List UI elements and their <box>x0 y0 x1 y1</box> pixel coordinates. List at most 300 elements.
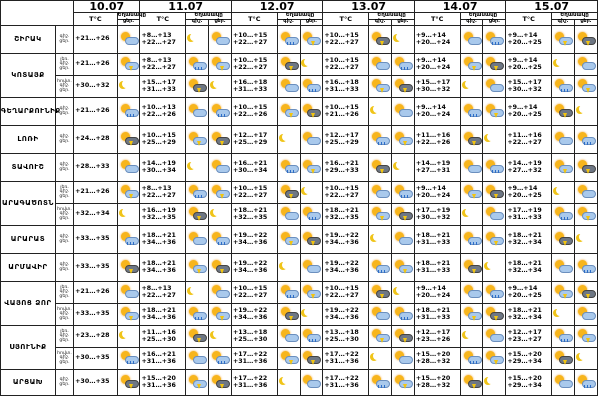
sun-cloud-icon <box>485 207 503 221</box>
temp-night-value: +18…+21 <box>141 307 176 315</box>
row-label <box>55 226 73 254</box>
lightning-shape <box>586 338 590 343</box>
weather-day-cell <box>391 98 414 126</box>
temp-night-value: +18…+21 <box>507 260 542 268</box>
weather-day-cell <box>209 98 232 126</box>
weather-night-cell <box>552 54 575 76</box>
temp-night-value: +10…+15 <box>324 285 359 293</box>
temp-night-value: +9…+14 <box>415 285 446 293</box>
moon-icon <box>394 32 412 46</box>
weather-day-cell <box>209 370 232 396</box>
region-row <box>1 226 598 254</box>
cloud-shape <box>307 137 321 145</box>
lightning-shape <box>403 384 407 389</box>
temp-night-value: +18…+21 <box>415 307 451 315</box>
weather-night-cell <box>369 304 392 326</box>
region-row <box>1 370 598 396</box>
temp-cell <box>140 154 186 182</box>
temp-cell <box>231 154 277 182</box>
lightning-shape <box>472 194 476 199</box>
weather-day-cell <box>300 326 323 348</box>
temp-day-value: +34…+36 <box>232 266 268 274</box>
temp-cell <box>506 226 552 254</box>
sun-storm-icon <box>280 351 298 365</box>
rain-shape <box>287 170 295 173</box>
weather-day-cell <box>391 370 414 396</box>
weather-night-cell <box>552 26 575 54</box>
weather-day-cell <box>391 226 414 254</box>
temp-day-value: +28…+33 <box>75 163 110 171</box>
temp-cell <box>140 204 186 226</box>
sun-rain-icon <box>554 207 572 221</box>
rain-shape <box>401 317 409 320</box>
row-label <box>55 126 73 154</box>
weather-day-cell <box>300 54 323 76</box>
row-label <box>55 254 73 282</box>
cloud-shape <box>193 237 207 245</box>
sun-rain-icon <box>371 375 389 389</box>
row-label <box>55 182 73 204</box>
storm-cloud-icon <box>188 329 206 343</box>
moon-icon <box>371 351 389 365</box>
sun-rain-icon <box>485 160 503 174</box>
sun-cloud-icon <box>554 132 572 146</box>
row-label <box>55 204 73 226</box>
weather-night-cell <box>460 26 483 54</box>
temp-night-value: +18…+21 <box>324 207 359 215</box>
weather-night-cell <box>277 76 300 98</box>
weather-header: Եղանակը <box>369 13 415 20</box>
storm-cloud-icon <box>463 132 481 146</box>
temp-cell <box>140 98 186 126</box>
weather-night-cell <box>552 304 575 326</box>
rain-shape <box>127 361 135 364</box>
weather-night-cell <box>186 182 209 204</box>
temp-night-value: +9…+14 <box>415 32 446 40</box>
moon-shape <box>487 261 495 269</box>
rain-shape <box>584 270 592 273</box>
region-name: ԱՐՑԱԽ <box>1 370 56 396</box>
lightning-shape <box>289 241 293 246</box>
sun-rain-icon <box>211 351 229 365</box>
weather-cell <box>117 226 140 254</box>
night-label: գիշ. <box>59 289 70 295</box>
temp-day-value: +31…+36 <box>232 381 268 389</box>
weather-night-cell <box>186 54 209 76</box>
temp-cell <box>74 226 117 254</box>
sun-cloud-icon <box>280 329 298 343</box>
lightning-shape <box>311 41 315 46</box>
temp-night-value: +10…+15 <box>324 104 359 112</box>
weather-day-cell <box>574 154 597 182</box>
storm-cloud-icon <box>211 375 229 389</box>
weather-night-cell <box>277 98 300 126</box>
moon-icon <box>463 79 481 93</box>
region-name: ՇԻՐԱԿ <box>1 26 56 54</box>
lightning-shape <box>472 316 476 321</box>
sun-cloud-icon <box>188 232 206 246</box>
temp-cell <box>231 126 277 154</box>
rain-shape <box>378 385 386 388</box>
temp-day-value: +34…+36 <box>141 266 176 274</box>
temp-day-value: +22…+27 <box>324 38 359 46</box>
sun-storm-icon <box>280 104 298 118</box>
temp-day-value: +27…+31 <box>415 166 451 174</box>
lightning-shape <box>494 241 498 246</box>
temp-day-value: +22…+27 <box>141 291 176 299</box>
temp-night-value: +16…+18 <box>232 79 268 87</box>
moon-shape <box>213 80 221 88</box>
sun-storm-icon <box>394 260 412 274</box>
lightning-shape <box>380 338 384 343</box>
temp-cell <box>506 76 552 98</box>
temp-day-value: +34…+36 <box>324 266 359 274</box>
sun-storm-icon <box>394 375 412 389</box>
weather-night-cell <box>186 326 209 348</box>
cloud-shape <box>285 334 299 342</box>
sun-rain-icon <box>371 260 389 274</box>
weather-cell <box>117 282 140 304</box>
sun-cloud-icon <box>280 207 298 221</box>
weather-day-cell <box>300 370 323 396</box>
region-row <box>1 304 598 326</box>
rain-shape <box>218 242 226 245</box>
weather-day-cell <box>300 348 323 370</box>
rain-shape <box>127 242 135 245</box>
weather-day-cell <box>209 26 232 54</box>
moon-shape <box>190 286 198 294</box>
moon-icon <box>120 79 138 93</box>
cloud-shape <box>193 356 207 364</box>
weather-night-cell <box>277 370 300 396</box>
lightning-shape <box>494 316 498 321</box>
temp-day-value: +21…+26 <box>75 188 110 196</box>
temp-night-value: +15…+20 <box>415 375 451 383</box>
weather-night-cell <box>460 204 483 226</box>
temp-cell <box>74 54 117 76</box>
weather-day-cell <box>391 282 414 304</box>
temp-night-value: +10…+15 <box>232 104 268 112</box>
region-name: ԱՐԱՐԱՏ <box>1 226 56 254</box>
temp-cell <box>414 154 460 182</box>
storm-cloud-icon <box>394 207 412 221</box>
sun-cloud-icon <box>302 260 320 274</box>
weather-night-cell <box>369 182 392 204</box>
storm-cloud-icon <box>463 375 481 389</box>
weather-day-cell <box>483 326 506 348</box>
storm-cloud-icon <box>120 375 138 389</box>
region-row <box>1 154 598 182</box>
weather-day-cell <box>209 76 232 98</box>
weather-day-cell <box>574 98 597 126</box>
sun-rain-icon <box>188 185 206 199</box>
sun-cloud-icon <box>371 307 389 321</box>
storm-cloud-icon <box>577 32 595 46</box>
temp-day-value: +21…+26 <box>75 288 110 296</box>
rain-shape <box>378 270 386 273</box>
temp-night-value: +12…+17 <box>507 329 542 337</box>
storm-cloud-icon <box>188 207 206 221</box>
lightning-shape <box>563 41 567 46</box>
temp-cell <box>323 126 369 154</box>
temp-night-value: +9…+14 <box>507 285 538 293</box>
weather-day-cell <box>209 348 232 370</box>
temp-day-value: +32…+34 <box>507 313 542 321</box>
weather-cell <box>117 126 140 154</box>
weather-day-cell <box>483 348 506 370</box>
cloud-shape <box>468 165 482 173</box>
temp-night-value: +11…+16 <box>507 132 542 140</box>
weather-night-cell <box>460 226 483 254</box>
lightning-shape <box>563 169 567 174</box>
date-header: 14.07 <box>414 1 505 13</box>
cloud-shape <box>582 62 596 70</box>
temp-day-value: +32…+34 <box>507 266 542 274</box>
cloud-shape <box>559 265 573 273</box>
weather-night-cell <box>460 370 483 396</box>
date-header: 12.07 <box>231 1 322 13</box>
temp-night-value: +10…+15 <box>232 32 268 40</box>
weather-night-cell <box>277 254 300 282</box>
weather-night-cell <box>460 76 483 98</box>
lightning-shape <box>129 66 133 71</box>
day-header: ցեր. <box>574 19 597 25</box>
temp-day-value: +32…+34 <box>75 210 110 218</box>
night-label: գիշ. <box>59 133 70 139</box>
storm-cloud-icon <box>371 32 389 46</box>
temp-day-value: +31…+33 <box>415 266 451 274</box>
region-name: ԿՈՏԱՅՔ <box>1 54 56 98</box>
moon-icon <box>188 285 206 299</box>
temp-cell <box>323 370 369 396</box>
lightning-shape <box>494 66 498 71</box>
region-row <box>1 282 598 304</box>
weather-night-cell <box>277 348 300 370</box>
moon-icon <box>188 160 206 174</box>
day-label: ցեր. <box>59 381 70 387</box>
weather-day-cell <box>209 282 232 304</box>
sun-storm-icon <box>371 207 389 221</box>
temp-cell <box>140 26 186 54</box>
moon-icon <box>280 132 298 146</box>
rain-shape <box>309 339 317 342</box>
lightning-shape <box>129 141 133 146</box>
moon-icon <box>485 375 503 389</box>
sun-storm-icon <box>554 32 572 46</box>
sun-rain-icon <box>394 57 412 71</box>
day-header: ցեր. <box>117 19 140 25</box>
night-label: գիշ. <box>59 233 70 239</box>
lightning-shape <box>563 360 567 365</box>
temp-cell <box>414 76 460 98</box>
moon-shape <box>465 80 473 88</box>
sun-cloud-icon <box>554 260 572 274</box>
sun-cloud-icon <box>394 232 412 246</box>
temp-night-value: +9…+14 <box>415 185 446 193</box>
lightning-shape <box>563 241 567 246</box>
weather-day-cell <box>209 326 232 348</box>
weather-night-cell <box>277 126 300 154</box>
sun-storm-icon <box>302 32 320 46</box>
weather-day-cell <box>209 54 232 76</box>
sun-storm-icon <box>371 329 389 343</box>
temp-night-value: +18…+21 <box>141 232 176 240</box>
temp-day-value: +32…+35 <box>232 213 268 221</box>
moon-shape <box>579 233 587 241</box>
moon-icon <box>302 185 320 199</box>
temp-day-value: +33…+35 <box>75 310 110 318</box>
weather-night-cell <box>460 54 483 76</box>
lightning-shape <box>289 316 293 321</box>
weather-day-cell <box>574 304 597 326</box>
rain-shape <box>287 295 295 298</box>
temp-cell <box>414 54 460 76</box>
weather-day-cell <box>574 226 597 254</box>
cloud-shape <box>399 237 413 245</box>
temp-night-value: +18…+21 <box>232 207 268 215</box>
moon-shape <box>282 133 290 141</box>
temp-cell <box>323 254 369 282</box>
weather-day-cell <box>391 326 414 348</box>
lightning-shape <box>494 113 498 118</box>
night-label: գիշ. <box>59 33 70 39</box>
cloud-shape <box>125 165 139 173</box>
temp-day-value: +20…+25 <box>507 110 542 118</box>
temp-day-value: +32…+35 <box>141 213 176 221</box>
night-header: գիշ. <box>277 19 300 25</box>
moon-shape <box>465 330 473 338</box>
moon-icon <box>371 232 389 246</box>
temp-day-value: +33…+35 <box>75 263 110 271</box>
temp-day-value: +22…+27 <box>141 38 176 46</box>
weather-cell <box>117 182 140 204</box>
cloud-shape <box>376 312 390 320</box>
temp-day-value: +21…+26 <box>75 60 110 68</box>
weather-night-cell <box>186 154 209 182</box>
row-label <box>55 54 73 76</box>
storm-cloud-icon <box>485 307 503 321</box>
weather-cell <box>117 76 140 98</box>
temp-cell <box>323 154 369 182</box>
weather-day-cell <box>300 226 323 254</box>
temp-day-value: +21…+26 <box>75 35 110 43</box>
temp-cell <box>231 226 277 254</box>
weather-night-cell <box>277 226 300 254</box>
storm-cloud-icon <box>577 285 595 299</box>
temp-day-value: +34…+36 <box>141 238 176 246</box>
day-label: ցեր. <box>59 238 70 244</box>
weather-night-cell <box>369 254 392 282</box>
temp-day-value: +20…+24 <box>415 38 451 46</box>
weather-night-cell <box>186 254 209 282</box>
region-name: ՍՅՈՒՆԻՔ <box>1 326 56 370</box>
moon-shape <box>304 186 312 194</box>
temp-cell <box>140 326 186 348</box>
rain-shape <box>470 242 478 245</box>
cloud-shape <box>468 37 482 45</box>
temp-night-value: +15…+17 <box>415 79 451 87</box>
temp-cell <box>414 226 460 254</box>
moon-icon <box>554 307 572 321</box>
moon-shape <box>465 208 473 216</box>
lightning-shape <box>380 294 384 299</box>
weather-day-cell <box>209 204 232 226</box>
night-label: գիշ. <box>59 161 70 167</box>
sun-storm-icon <box>577 329 595 343</box>
temp-cell <box>323 304 369 326</box>
storm-cloud-icon <box>554 104 572 118</box>
weather-day-cell <box>209 304 232 326</box>
weather-day-cell <box>483 226 506 254</box>
weather-day-cell <box>574 282 597 304</box>
weather-day-cell <box>391 204 414 226</box>
weather-cell <box>117 348 140 370</box>
storm-cloud-icon <box>485 185 503 199</box>
weather-cell <box>117 254 140 282</box>
lightning-shape <box>129 316 133 321</box>
lightning-shape <box>289 66 293 71</box>
region-row <box>1 254 598 282</box>
weather-header: Եղանակը <box>460 13 506 20</box>
moon-icon <box>485 132 503 146</box>
weather-day-cell <box>391 26 414 54</box>
sun-cloud-icon <box>211 32 229 46</box>
weather-night-cell <box>277 204 300 226</box>
storm-cloud-icon <box>120 260 138 274</box>
rain-shape <box>309 217 317 220</box>
weather-day-cell <box>209 182 232 204</box>
moon-icon <box>394 160 412 174</box>
temp-header: T°C <box>414 13 460 26</box>
temp-cell <box>74 370 117 396</box>
day-label: ցեր. <box>59 266 70 272</box>
temp-night-value: +9…+14 <box>507 32 538 40</box>
temp-cell <box>74 326 117 348</box>
night-label: գիշ. <box>59 189 70 195</box>
temp-night-value: +16…+21 <box>232 160 268 168</box>
sun-rain-icon <box>280 285 298 299</box>
temp-day-value: +30…+32 <box>507 85 542 93</box>
sun-cloud-icon <box>577 57 595 71</box>
weather-night-cell <box>369 348 392 370</box>
weather-day-cell <box>300 304 323 326</box>
temp-night-value: +9…+14 <box>415 57 446 65</box>
weather-night-cell <box>552 182 575 204</box>
temp-day-value: +22…+27 <box>232 63 268 71</box>
weather-day-cell <box>483 126 506 154</box>
weather-day-cell <box>574 254 597 282</box>
sun-rain-icon <box>394 185 412 199</box>
weather-day-cell <box>300 154 323 182</box>
sun-rain-icon <box>302 79 320 93</box>
sun-storm-icon <box>463 307 481 321</box>
sun-rain-icon <box>577 375 595 389</box>
weather-night-cell <box>277 26 300 54</box>
weather-night-cell <box>277 282 300 304</box>
date-header: 13.07 <box>323 1 414 13</box>
weather-night-cell <box>552 204 575 226</box>
temp-day-value: +34…+36 <box>232 313 268 321</box>
weather-day-cell <box>391 76 414 98</box>
lightning-shape <box>197 141 201 146</box>
weather-night-cell <box>552 254 575 282</box>
storm-cloud-icon <box>371 285 389 299</box>
temp-night-value: +19…+22 <box>232 307 268 315</box>
storm-cloud-icon <box>302 104 320 118</box>
weather-night-cell <box>552 326 575 348</box>
sun-rain-icon <box>120 232 138 246</box>
sun-storm-icon <box>120 57 138 71</box>
